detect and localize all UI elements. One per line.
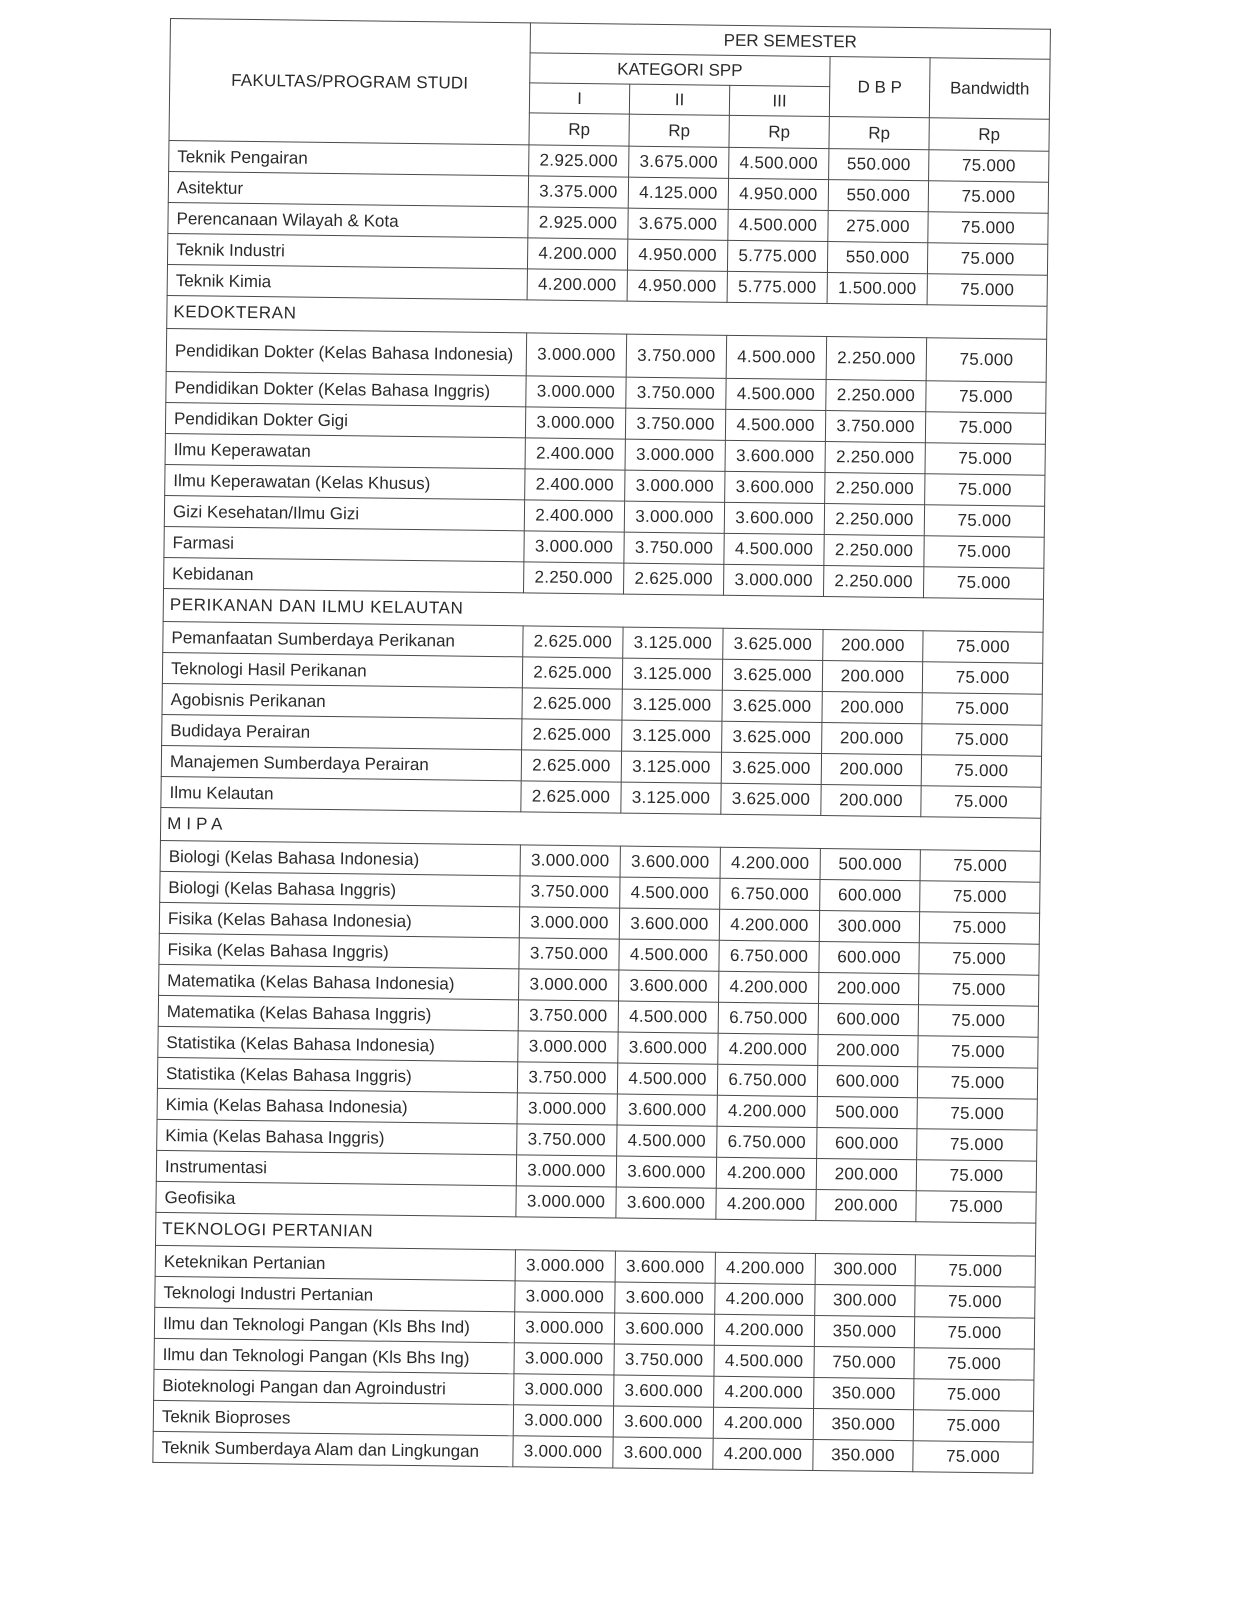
dbp-value: 3.750.000: [825, 411, 925, 443]
unit-header: Rp: [529, 113, 629, 146]
spp-category-1: 3.000.000: [524, 531, 624, 563]
bandwidth-value: 75.000: [929, 150, 1049, 182]
spp-category-2: 4.500.000: [617, 1063, 717, 1095]
dbp-value: 500.000: [820, 849, 920, 881]
spp-category-1: 3.000.000: [517, 1093, 617, 1125]
program-name: Asitektur: [168, 171, 528, 206]
dbp-value: 275.000: [828, 211, 928, 243]
spp-category-3: 4.200.000: [716, 1157, 816, 1189]
spp-category-3: 5.775.000: [727, 271, 827, 303]
program-name: Teknik Kimia: [167, 264, 527, 299]
dbp-value: 2.250.000: [823, 566, 923, 598]
dbp-value: 550.000: [829, 149, 929, 181]
spp-category-1: 3.000.000: [513, 1436, 613, 1468]
spp-category-1: 2.625.000: [521, 781, 621, 813]
bandwidth-value: 75.000: [920, 850, 1040, 882]
spp-category-3: 4.200.000: [719, 971, 819, 1003]
program-name: Teknik Pengairan: [169, 140, 529, 175]
spp-category-1: 2.400.000: [524, 500, 624, 532]
dbp-value: 600.000: [817, 1065, 917, 1097]
spp-category-1: 3.750.000: [519, 938, 619, 970]
spp-category-3: 4.500.000: [728, 209, 828, 241]
spp-category-2: 3.750.000: [625, 408, 725, 440]
spp-category-1: 3.000.000: [514, 1343, 614, 1375]
spp-category-1: 2.625.000: [521, 750, 621, 782]
dbp-value: 2.250.000: [824, 535, 924, 567]
bandwidth-value: 75.000: [916, 1191, 1036, 1223]
program-name: Pendidikan Dokter (Kelas Bahasa Inggris): [166, 371, 526, 406]
category-3-header: III: [729, 85, 829, 116]
spp-category-3: 3.600.000: [725, 471, 825, 503]
spp-category-2: 4.500.000: [619, 939, 719, 971]
spp-category-2: 3.675.000: [629, 146, 729, 178]
spp-category-1: 3.000.000: [519, 907, 619, 939]
faculty-title: TEKNOLOGI PERTANIAN: [156, 1212, 1036, 1256]
spp-category-1: 3.000.000: [518, 1031, 618, 1063]
bandwidth-value: 75.000: [913, 1410, 1033, 1442]
unit-header: Rp: [629, 114, 729, 147]
bandwidth-value: 75.000: [917, 1067, 1037, 1099]
spp-category-2: 3.600.000: [620, 846, 720, 878]
dbp-value: 350.000: [814, 1377, 914, 1409]
bandwidth-value: 75.000: [917, 1098, 1037, 1130]
per-semester-header: PER SEMESTER: [530, 23, 1050, 59]
spp-category-2: 4.950.000: [627, 239, 727, 271]
dbp-value: 200.000: [822, 692, 922, 724]
spp-category-2: 3.000.000: [625, 439, 725, 471]
spp-category-3: 3.000.000: [723, 564, 823, 596]
spp-category-2: 4.500.000: [620, 877, 720, 909]
bandwidth-value: 75.000: [920, 881, 1040, 913]
spp-category-1: 4.200.000: [527, 238, 627, 270]
unit-header: Rp: [729, 115, 829, 148]
bandwidth-value: 75.000: [919, 912, 1039, 944]
bandwidth-value: 75.000: [923, 631, 1043, 663]
bandwidth-value: 75.000: [914, 1348, 1034, 1380]
bandwidth-value: 75.000: [918, 1036, 1038, 1068]
bandwidth-value: 75.000: [925, 474, 1045, 506]
spp-category-1: 3.375.000: [528, 176, 628, 208]
bandwidth-value: 75.000: [926, 338, 1047, 382]
program-name: Pendidikan Dokter (Kelas Bahasa Indonesia): [166, 328, 526, 375]
spp-category-1: 2.250.000: [524, 562, 624, 594]
spp-category-1: 3.000.000: [520, 845, 620, 877]
program-name: Kimia (Kelas Bahasa Inggris): [157, 1119, 517, 1154]
spp-category-1: 2.400.000: [525, 438, 625, 470]
faculty-title: PERIKANAN DAN ILMU KELAUTAN: [163, 588, 1043, 632]
program-name: Teknologi Hasil Perikanan: [162, 652, 522, 687]
spp-category-2: 3.125.000: [622, 658, 722, 690]
bandwidth-value: 75.000: [914, 1317, 1034, 1349]
program-name: Kebidanan: [164, 557, 524, 592]
dbp-value: 550.000: [828, 180, 928, 212]
spp-category-3: 5.775.000: [727, 240, 827, 272]
spp-category-2: 4.500.000: [617, 1125, 717, 1157]
dbp-value: 2.250.000: [825, 473, 925, 505]
spp-category-2: 3.750.000: [626, 334, 727, 378]
fee-table: [152, 18, 1051, 1474]
spp-category-3: 3.625.000: [721, 752, 821, 784]
dbp-value: 200.000: [816, 1158, 916, 1190]
spp-category-2: 3.125.000: [623, 627, 723, 659]
bandwidth-value: 75.000: [927, 274, 1047, 306]
spp-category-1: 2.925.000: [528, 207, 628, 239]
bandwidth-value: 75.000: [919, 943, 1039, 975]
program-name: Teknik Sumberdaya Alam dan Lingkungan: [153, 1431, 513, 1466]
bandwidth-value: 75.000: [925, 443, 1045, 475]
program-name: Ilmu Keperawatan (Kelas Khusus): [165, 464, 525, 499]
program-name: Fisika (Kelas Bahasa Indonesia): [159, 902, 519, 937]
spp-category-3: 4.950.000: [728, 178, 828, 210]
spp-category-3: 3.625.000: [722, 721, 822, 753]
dbp-value: 300.000: [815, 1284, 915, 1316]
spp-category-2: 3.750.000: [626, 377, 726, 409]
program-name: Gizi Kesehatan/Ilmu Gizi: [164, 495, 524, 530]
kategori-spp-header: KATEGORI SPP: [530, 53, 830, 87]
dbp-header: D B P: [829, 57, 930, 118]
dbp-value: 2.250.000: [824, 504, 924, 536]
program-name: Geofisika: [156, 1181, 516, 1216]
unit-header: Rp: [929, 118, 1049, 151]
dbp-value: 200.000: [818, 1034, 918, 1066]
spp-category-3: 4.200.000: [718, 1033, 818, 1065]
spp-category-2: 3.600.000: [614, 1375, 714, 1407]
program-name: Kimia (Kelas Bahasa Indonesia): [157, 1088, 517, 1123]
spp-category-3: 3.625.000: [722, 659, 822, 691]
spp-category-2: 3.600.000: [615, 1282, 715, 1314]
spp-category-2: 3.600.000: [614, 1313, 714, 1345]
dbp-value: 350.000: [813, 1408, 913, 1440]
spp-category-1: 3.000.000: [515, 1250, 615, 1282]
bandwidth-value: 75.000: [913, 1441, 1033, 1473]
spp-category-2: 4.950.000: [627, 270, 727, 302]
spp-category-1: 3.000.000: [516, 1186, 616, 1218]
spp-category-1: 3.750.000: [520, 876, 620, 908]
dbp-value: 1.500.000: [827, 273, 927, 305]
program-name: Ilmu dan Teknologi Pangan (Kls Bhs Ing): [154, 1338, 514, 1373]
program-name: Teknologi Industri Pertanian: [155, 1276, 515, 1311]
bandwidth-value: 75.000: [921, 786, 1041, 818]
program-name: Matematika (Kelas Bahasa Inggris): [158, 995, 518, 1030]
spp-category-1: 3.000.000: [513, 1405, 613, 1437]
spp-category-1: 3.000.000: [514, 1374, 614, 1406]
spp-category-1: 2.625.000: [522, 719, 622, 751]
program-name: Perencanaan Wilayah & Kota: [168, 202, 528, 237]
bandwidth-value: 75.000: [923, 567, 1043, 599]
spp-category-1: 3.000.000: [516, 1155, 616, 1187]
spp-category-3: 4.500.000: [725, 409, 825, 441]
spp-category-1: 3.750.000: [518, 1000, 618, 1032]
spp-category-3: 3.600.000: [725, 440, 825, 472]
dbp-value: 600.000: [820, 880, 920, 912]
bandwidth-value: 75.000: [915, 1286, 1035, 1318]
spp-category-2: 3.600.000: [617, 1094, 717, 1126]
program-name: Fisika (Kelas Bahasa Inggris): [159, 933, 519, 968]
spp-category-3: 6.750.000: [718, 1002, 818, 1034]
spp-category-1: 4.200.000: [527, 269, 627, 301]
spp-category-2: 3.675.000: [628, 208, 728, 240]
unit-header: Rp: [829, 117, 929, 150]
spp-category-2: 3.125.000: [621, 782, 721, 814]
bandwidth-value: 75.000: [914, 1379, 1034, 1411]
spp-category-1: 3.000.000: [525, 407, 625, 439]
bandwidth-value: 75.000: [928, 181, 1048, 213]
spp-category-3: 4.200.000: [716, 1188, 816, 1220]
bandwidth-value: 75.000: [924, 505, 1044, 537]
dbp-value: 200.000: [821, 754, 921, 786]
program-name: Ilmu Kelautan: [161, 776, 521, 811]
dbp-value: 600.000: [818, 1003, 918, 1035]
bandwidth-value: 75.000: [918, 1005, 1038, 1037]
fee-table-body: [153, 140, 1049, 1473]
program-name: Teknik Industri: [167, 233, 527, 268]
dbp-value: 2.250.000: [826, 380, 926, 412]
spp-category-1: 2.625.000: [523, 626, 623, 658]
spp-category-1: 2.400.000: [525, 469, 625, 501]
spp-category-2: 3.600.000: [613, 1406, 713, 1438]
program-name: Pemanfaatan Sumberdaya Perikanan: [163, 621, 523, 656]
spp-category-2: 3.600.000: [619, 908, 719, 940]
document-page: [152, 18, 1050, 1474]
spp-category-2: 3.750.000: [624, 532, 724, 564]
fee-table-header: [169, 19, 1050, 152]
spp-category-2: 3.600.000: [615, 1251, 715, 1283]
bandwidth-value: 75.000: [922, 693, 1042, 725]
spp-category-3: 4.200.000: [714, 1314, 814, 1346]
category-1-header: I: [529, 83, 629, 114]
dbp-value: 2.250.000: [826, 337, 927, 381]
program-name: Keteknikan Pertanian: [155, 1245, 515, 1280]
spp-category-2: 3.600.000: [618, 1032, 718, 1064]
bandwidth-value: 75.000: [922, 724, 1042, 756]
spp-category-3: 3.625.000: [722, 690, 822, 722]
dbp-value: 350.000: [813, 1439, 913, 1471]
spp-category-3: 4.500.000: [724, 533, 824, 565]
program-name: Biologi (Kelas Bahasa Indonesia): [160, 840, 520, 875]
program-name: Ilmu dan Teknologi Pangan (Kls Bhs Ind): [154, 1307, 514, 1342]
dbp-value: 550.000: [827, 242, 927, 274]
spp-category-2: 3.000.000: [625, 470, 725, 502]
bandwidth-value: 75.000: [928, 212, 1048, 244]
spp-category-1: 3.000.000: [519, 969, 619, 1001]
dbp-value: 350.000: [814, 1315, 914, 1347]
dbp-value: 600.000: [817, 1127, 917, 1159]
spp-category-2: 2.625.000: [623, 563, 723, 595]
spp-category-3: 4.200.000: [719, 909, 819, 941]
spp-category-2: 3.125.000: [622, 720, 722, 752]
spp-category-3: 3.625.000: [723, 628, 823, 660]
spp-category-3: 4.500.000: [726, 378, 826, 410]
spp-category-1: 3.000.000: [514, 1312, 614, 1344]
program-name: Farmasi: [164, 526, 524, 561]
spp-category-2: 4.125.000: [628, 177, 728, 209]
dbp-value: 300.000: [819, 911, 919, 943]
dbp-value: 300.000: [815, 1253, 915, 1285]
spp-category-2: 3.000.000: [624, 501, 724, 533]
program-name: Teknik Bioproses: [153, 1400, 513, 1435]
dbp-value: 750.000: [814, 1346, 914, 1378]
bandwidth-value: 75.000: [916, 1160, 1036, 1192]
bandwidth-value: 75.000: [919, 974, 1039, 1006]
spp-category-2: 3.600.000: [616, 1156, 716, 1188]
spp-category-3: 4.200.000: [713, 1438, 813, 1470]
bandwidth-value: 75.000: [917, 1129, 1037, 1161]
spp-category-3: 6.750.000: [720, 878, 820, 910]
spp-category-3: 6.750.000: [717, 1126, 817, 1158]
bandwidth-value: 75.000: [927, 243, 1047, 275]
spp-category-1: 3.750.000: [517, 1124, 617, 1156]
spp-category-3: 6.750.000: [717, 1064, 817, 1096]
dbp-value: 200.000: [823, 630, 923, 662]
spp-category-1: 2.625.000: [522, 657, 622, 689]
spp-category-3: 3.625.000: [721, 783, 821, 815]
spp-category-3: 4.200.000: [717, 1095, 817, 1127]
spp-category-2: 3.125.000: [622, 689, 722, 721]
dbp-value: 200.000: [819, 972, 919, 1004]
spp-category-3: 4.500.000: [726, 335, 827, 379]
spp-category-2: 3.125.000: [621, 751, 721, 783]
spp-category-3: 3.600.000: [724, 502, 824, 534]
spp-category-1: 2.625.000: [522, 688, 622, 720]
program-name: Instrumentasi: [156, 1150, 516, 1185]
spp-category-1: 3.000.000: [526, 376, 626, 408]
program-column-header: FAKULTAS/PROGRAM STUDI: [169, 19, 530, 145]
bandwidth-value: 75.000: [921, 755, 1041, 787]
spp-category-1: 3.000.000: [526, 333, 627, 377]
dbp-value: 200.000: [822, 723, 922, 755]
faculty-title: MIPA: [160, 807, 1040, 851]
category-2-header: II: [629, 84, 729, 115]
dbp-value: 500.000: [817, 1096, 917, 1128]
spp-category-2: 3.600.000: [613, 1437, 713, 1469]
bandwidth-value: 75.000: [924, 536, 1044, 568]
dbp-value: 200.000: [816, 1189, 916, 1221]
spp-category-1: 2.925.000: [529, 145, 629, 177]
spp-category-3: 4.200.000: [720, 847, 820, 879]
spp-category-2: 3.600.000: [619, 970, 719, 1002]
program-name: Ilmu Keperawatan: [165, 433, 525, 468]
program-name: Budidaya Perairan: [162, 714, 522, 749]
program-name: Agobisnis Perikanan: [162, 683, 522, 718]
bandwidth-value: 75.000: [926, 381, 1046, 413]
spp-category-3: 6.750.000: [719, 940, 819, 972]
spp-category-3: 4.200.000: [714, 1376, 814, 1408]
bandwidth-value: 75.000: [925, 412, 1045, 444]
dbp-value: 2.250.000: [825, 442, 925, 474]
faculty-title: KEDOKTERAN: [167, 295, 1047, 339]
spp-category-1: 3.750.000: [517, 1062, 617, 1094]
spp-category-3: 4.200.000: [715, 1252, 815, 1284]
spp-category-1: 3.000.000: [515, 1281, 615, 1313]
spp-category-2: 3.600.000: [616, 1187, 716, 1219]
dbp-value: 200.000: [822, 661, 922, 693]
bandwidth-value: 75.000: [915, 1255, 1035, 1287]
bandwidth-value: 75.000: [922, 662, 1042, 694]
dbp-value: 200.000: [821, 785, 921, 817]
program-name: Statistika (Kelas Bahasa Indonesia): [158, 1026, 518, 1061]
program-name: Manajemen Sumberdaya Perairan: [161, 745, 521, 780]
dbp-value: 600.000: [819, 942, 919, 974]
spp-category-3: 4.500.000: [714, 1345, 814, 1377]
program-name: Statistika (Kelas Bahasa Inggris): [157, 1057, 517, 1092]
spp-category-2: 3.750.000: [614, 1344, 714, 1376]
spp-category-3: 4.500.000: [729, 147, 829, 179]
program-name: Matematika (Kelas Bahasa Indonesia): [159, 964, 519, 999]
spp-category-3: 4.200.000: [715, 1283, 815, 1315]
spp-category-3: 4.200.000: [713, 1407, 813, 1439]
program-name: Bioteknologi Pangan dan Agroindustri: [154, 1369, 514, 1404]
program-name: Biologi (Kelas Bahasa Inggris): [160, 871, 520, 906]
spp-category-2: 4.500.000: [618, 1001, 718, 1033]
program-name: Pendidikan Dokter Gigi: [165, 402, 525, 437]
bandwidth-header: Bandwidth: [929, 58, 1050, 119]
